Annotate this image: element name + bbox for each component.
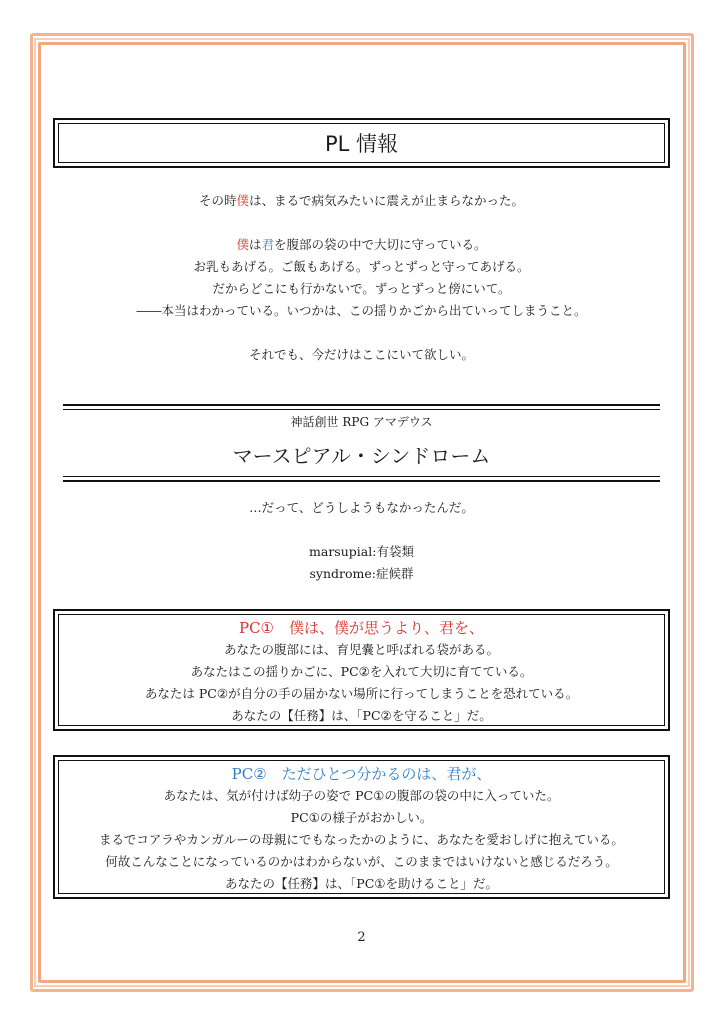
intro-line-4: だからどこにも行かないで。ずっとずっと傍にいて。: [212, 281, 511, 296]
intro-line-6: それでも、今だけはここにいて欲しい。: [248, 347, 474, 362]
intro-line-1: [53, 190, 670, 212]
intro-text: を腹部の袋の中で大切に守っている。: [274, 237, 487, 252]
pc2-box: [53, 755, 670, 899]
intro-line-5: ――本当はわかっている。いつかは、この揺りかごから出ていってしまうこと。: [136, 303, 587, 318]
pc1-line: あなたの【任務】は、「PC②を守ること」だ。: [231, 708, 492, 723]
intro-boku: 僕: [236, 193, 250, 208]
pc2-line: PC①の様子がおかしい。: [290, 810, 433, 825]
intro-text: は: [248, 237, 262, 252]
definition-syndrome: syndrome:症候群: [309, 566, 414, 581]
pc1-line: あなたは PC②が自分の手の届かない場所に行ってしまうことを恐れている。: [144, 686, 579, 701]
tagline: …だって、どうしようもなかったんだ。: [249, 500, 474, 515]
pc2-heading: PC② ただひとつ分かるのは、君が、: [231, 765, 492, 783]
header-rule-top-thin: [63, 409, 660, 410]
pc1-line: あなたの腹部には、育児嚢と呼ばれる袋がある。: [223, 642, 499, 657]
intro-kimi: 君: [261, 237, 275, 252]
page-title: PL 情報: [58, 123, 665, 163]
header-rule-bottom: [63, 480, 660, 482]
pc1-box: [53, 609, 670, 731]
intro-boku: 僕: [236, 237, 249, 252]
pc2-box-inner: [58, 760, 665, 894]
pc2-line: あなたの【任務】は、「PC①を助けること」だ。: [225, 876, 498, 891]
header-rule-bottom-thin: [63, 476, 660, 477]
pc2-line: 何故こんなことになっているのかはわからないが、このままではいけないと感じるだろう。: [105, 854, 618, 869]
intro-text: は、まるで病気みたいに震えが止まらなかった。: [249, 193, 524, 208]
page-number: 2: [357, 930, 366, 945]
intro-line-2: [53, 234, 670, 256]
pc2-line: あなたは、気が付けば幼子の姿で PC①の腹部の袋の中に入っていた。: [163, 788, 560, 803]
pc1-heading: PC① 僕は、僕が思うより、君を、: [238, 619, 485, 637]
pc2-line: まるでコアラやカンガルーの母親にでもなったかのように、あなたを愛おしげに抱えている。: [99, 832, 624, 847]
game-system-label: 神話創世 RPG アマデウス: [290, 415, 433, 429]
pc1-line: あなたはこの揺りかごに、PC②を入れて大切に育てている。: [190, 664, 533, 679]
header-rule-top: [63, 404, 660, 406]
intro-line-3: お乳もあげる。ご飯もあげる。ずっとずっと守ってあげる。: [193, 259, 530, 274]
intro-text: その時: [199, 193, 237, 208]
pc1-box-inner: [58, 614, 665, 726]
definition-marsupial: marsupial:有袋類: [309, 544, 414, 559]
title-box: [53, 118, 670, 168]
scenario-title: マースピアル・シンドローム: [232, 444, 491, 468]
